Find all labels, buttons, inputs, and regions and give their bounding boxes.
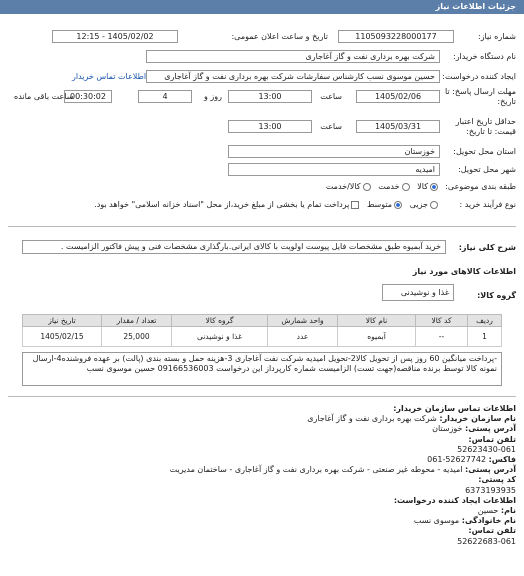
process-option-medium[interactable]: متوسط: [367, 200, 402, 209]
col-header-code: کد کالا: [416, 315, 468, 327]
page-title: جزئیات اطلاعات نیاز: [435, 2, 516, 11]
cell-unit: عدد: [268, 327, 338, 347]
contact-address: آدرس پستی: خوزستان: [432, 424, 516, 434]
buyer-field[interactable]: شرکت بهره برداری نفت و گاز آغاجاری: [146, 50, 440, 63]
table-row[interactable]: [23, 327, 502, 347]
summary-field[interactable]: خرید آبمیوه طبق مشخصات فایل پیوست اولویت با کالای ایرانی.بارگذاری مشخصات فنی و پیش فاکتور الزامیست .: [22, 240, 446, 254]
contact-phone-value: 52623430-061: [457, 444, 516, 454]
contact-postal-value: 6373193935: [465, 485, 516, 495]
need-number-label: شماره نیاز:: [478, 32, 516, 41]
col-header-unit: واحد شمارش: [268, 315, 338, 327]
cell-group: غذا و نوشیدنی: [172, 327, 268, 347]
goods-group-label: گروه کالا:: [477, 291, 516, 300]
creator-field[interactable]: حسین موسوی نسب کارشناس سفارشات شرکت بهره برداری نفت و گاز آغاجاری: [146, 70, 440, 83]
validity-date-field[interactable]: 1405/03/31: [356, 120, 440, 133]
buyer-contact-link[interactable]: اطلاعات تماس خریدار: [72, 72, 147, 81]
city-field[interactable]: امیدیه: [228, 163, 440, 176]
deadline-time-label: ساعت: [320, 92, 342, 101]
radio-icon: [402, 183, 410, 191]
announce-date-field[interactable]: 1405/02/02 - 12:15: [52, 30, 178, 43]
creator-name: نام: حسین: [477, 506, 516, 516]
contact-section: [8, 404, 516, 547]
radio-icon: [363, 183, 371, 191]
divider: [8, 396, 516, 397]
radio-icon: [430, 201, 438, 209]
process-label: نوع فرآیند خرید :: [459, 200, 516, 209]
creator-label: ایجاد کننده درخواست:: [442, 72, 516, 81]
contact-title: اطلاعات تماس سازمان خریدار:: [393, 404, 516, 413]
checkbox-icon: [351, 201, 359, 209]
city-label: شهر محل تحویل:: [458, 165, 516, 174]
treasury-checkbox[interactable]: پرداخت تمام یا بخشی از مبلغ خرید،از محل "اسناد خزانه اسلامی" خواهد بود.: [94, 200, 359, 209]
cell-quantity: 25,000: [102, 327, 172, 347]
goods-section-title: اطلاعات کالاهای مورد نیاز: [412, 267, 516, 276]
validity-label-2: قیمت: تا تاریخ:: [466, 127, 516, 136]
page-header: [0, 0, 524, 14]
validity-label: حداقل تاریخ اعتبار: [455, 117, 516, 126]
col-header-group: گروه کالا: [172, 315, 268, 327]
contact-org: نام سازمان خریدار: شرکت بهره برداری نفت و گاز آغاجاری: [307, 414, 516, 424]
contact-postal: کد پستی:: [478, 475, 516, 485]
deadline-days-label: روز و: [204, 92, 222, 101]
goods-group-field[interactable]: غذا و نوشیدنی: [382, 284, 454, 301]
deadline-remain-label: ساعت باقی مانده: [14, 92, 74, 101]
col-header-name: نام کالا: [338, 315, 416, 327]
divider: [8, 226, 516, 227]
cell-name: آبمیوه: [338, 327, 416, 347]
deadline-days-field[interactable]: 4: [138, 90, 192, 103]
creator-family: نام خانوادگی: موسوی نسب: [413, 516, 516, 526]
deadline-date-field[interactable]: 1405/02/06: [356, 90, 440, 103]
category-option-goods[interactable]: کالا: [417, 182, 438, 191]
goods-table: [22, 314, 502, 347]
col-header-row-number: ردیف: [468, 315, 502, 327]
category-option-service[interactable]: خدمت: [378, 182, 409, 191]
deadline-label-date: تاریخ:: [497, 97, 516, 106]
buyer-notes-field[interactable]: -پرداخت میانگین 60 روز پس از تحویل کالا2-تحویل امیدیه شرکت نفت آغاجاری 3-هزینه حمل و بسته بندی (پالت) بر عهده فروشنده4-ارسال نمونه کالا توسط برنده مناقصه(جهت تست) الزامیست شماره کارپرداز این درخواست 09166536003 حسین موسوی نسب: [22, 352, 502, 386]
cell-date: 1405/02/15: [23, 327, 102, 347]
deadline-remain-field: 00:30:02: [64, 90, 112, 103]
creator-info-title: اطلاعات ایجاد کننده درخواست:: [393, 495, 516, 505]
col-header-date: تاریخ نیاز: [23, 315, 102, 327]
process-option-minor[interactable]: جزیی: [410, 200, 438, 209]
need-number-field[interactable]: 1105093228000177: [338, 30, 454, 43]
contact-fax: فاکس: 52627742-061: [427, 455, 516, 465]
validity-time-field[interactable]: 13:00: [228, 120, 312, 133]
col-header-quantity: تعداد / مقدار: [102, 315, 172, 327]
cell-code: --: [416, 327, 468, 347]
deadline-label: مهلت ارسال پاسخ: تا: [444, 87, 516, 96]
creator-phone: تلفن تماس:: [468, 526, 516, 536]
process-options: [94, 199, 438, 210]
validity-time-label: ساعت: [320, 122, 342, 131]
category-label: طبقه بندی موضوعی:: [445, 182, 516, 191]
category-option-both[interactable]: کالا/خدمت: [326, 182, 371, 191]
province-label: استان محل تحویل:: [453, 147, 516, 156]
category-options: [326, 181, 438, 192]
contact-phone: تلفن تماس:: [468, 434, 516, 444]
province-field[interactable]: خوزستان: [228, 145, 440, 158]
deadline-time-field[interactable]: 13:00: [228, 90, 312, 103]
cell-row-number: 1: [468, 327, 502, 347]
contact-address-2: آدرس پستی: امیدیه - محوطه غیر صنعتی - شرکت بهره برداری نفت و گاز آغاجاری - ساختمان مدیریت: [169, 465, 516, 475]
table-header-row: [23, 315, 502, 327]
radio-selected-icon: [394, 201, 402, 209]
summary-label: شرح کلی نیاز:: [458, 243, 516, 252]
creator-phone-value: 52622683-061: [457, 536, 516, 546]
announce-date-label: تاریخ و ساعت اعلان عمومی:: [231, 32, 328, 41]
buyer-label: نام دستگاه خریدار:: [453, 52, 516, 61]
radio-selected-icon: [430, 183, 438, 191]
